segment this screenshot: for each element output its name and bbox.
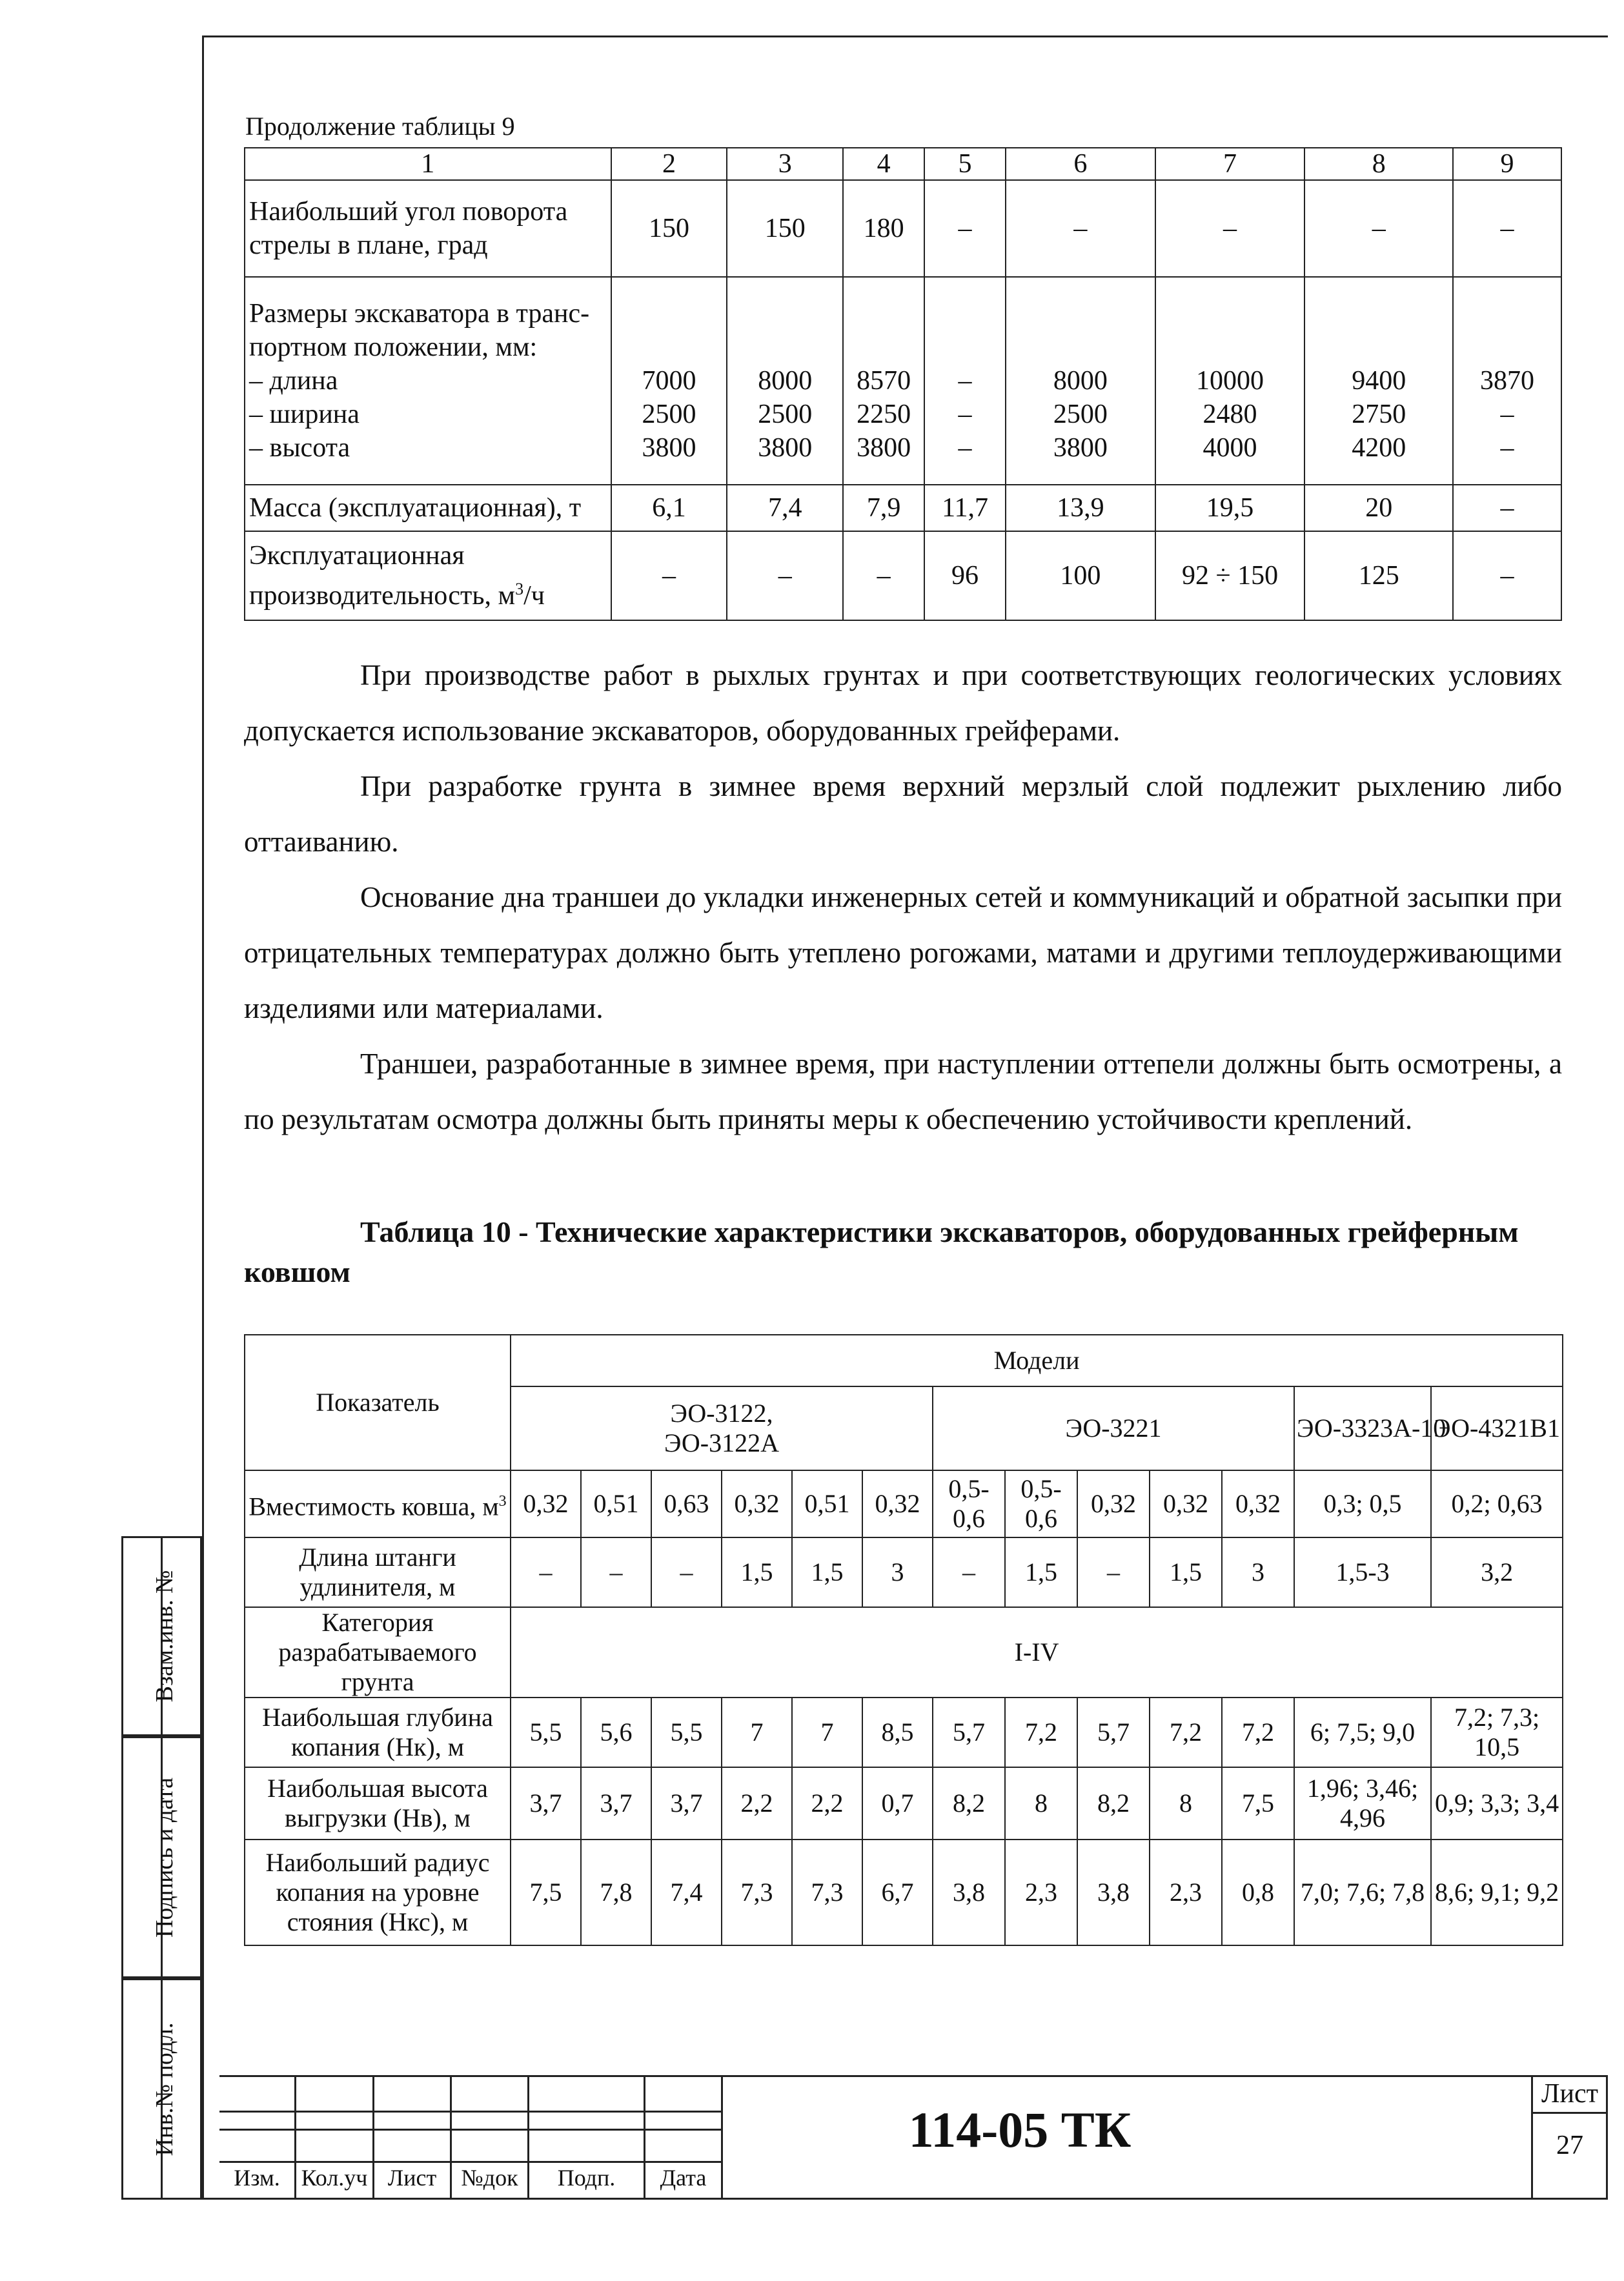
table-cell: 7,0; 7,6; 7,8 — [1294, 1840, 1431, 1945]
tb-col-kol: Кол.уч — [301, 2165, 368, 2191]
table-cell: 7,3 — [792, 1840, 862, 1945]
table-cell: 8,6; 9,1; 9,2 — [1431, 1840, 1563, 1945]
stamp-replacement-inv: Взам.инв. № — [121, 1536, 202, 1736]
column-header: Показатель — [245, 1335, 511, 1470]
table-cell: – — [511, 1537, 581, 1607]
paragraph: При производстве работ в рыхлых грунтах и при соответствующих геологических условиях допускается использование экскаваторов, оборудованных грейферами. — [244, 659, 1562, 747]
table-cell: 0,32 — [1077, 1470, 1150, 1537]
table10-caption: Таблица 10 - Технические характеристики экскаваторов, оборудованных грейферным ковшом — [244, 1215, 1519, 1288]
table10-row-soil — [245, 1607, 1563, 1698]
tb-col-list: Лист — [387, 2165, 437, 2191]
table-cell: – — [1453, 180, 1561, 277]
table-cell: 0,9; 3,3; 3,4 — [1431, 1767, 1563, 1840]
table-cell: 3,7 — [581, 1767, 651, 1840]
table-cell: 7000 2500 3800 — [611, 277, 727, 485]
table9-row-mass — [245, 485, 1561, 531]
table-cell: 3,8 — [1077, 1840, 1150, 1945]
table-cell: 0,51 — [792, 1470, 862, 1537]
table-cell: 1,5-3 — [1294, 1537, 1431, 1607]
table-cell: 1,5 — [722, 1537, 792, 1607]
stamp-signature-date: Подпись и дата — [121, 1736, 202, 1978]
table-cell: 125 — [1304, 531, 1453, 620]
table-cell: 1,5 — [792, 1537, 862, 1607]
table9-header-cell: 8 — [1304, 148, 1453, 180]
table-cell: 6,1 — [611, 485, 727, 531]
table-cell: 5,5 — [651, 1698, 722, 1767]
stamp-original-inv: Инв.№ подл. — [121, 1978, 202, 2200]
model-name: ЭО-3122, ЭО-3122А — [511, 1386, 933, 1470]
table9-row-rotation — [245, 180, 1561, 277]
table-cell: 3,2 — [1431, 1537, 1563, 1607]
table-cell: 100 — [1006, 531, 1155, 620]
table-cell: 1,5 — [1150, 1537, 1222, 1607]
table-cell: 8000 2500 3800 — [727, 277, 843, 485]
table-cell: 8,2 — [933, 1767, 1005, 1840]
table-cell: – — [1453, 531, 1561, 620]
table-cell: 7 — [722, 1698, 792, 1767]
table-cell: 8,2 — [1077, 1767, 1150, 1840]
table9-header-cell: 5 — [924, 148, 1006, 180]
table9-row-dimensions — [245, 277, 1561, 485]
table-cell: 92 ÷ 150 — [1155, 531, 1305, 620]
paragraph: При разработке грунта в зимнее время верхний мерзлый слой подлежит рыхлению либо оттаиванию. — [244, 770, 1562, 858]
table-cell: 5,7 — [933, 1698, 1005, 1767]
table-cell: 7,2 — [1150, 1698, 1222, 1767]
table9-caption: Продолжение таблицы 9 — [245, 112, 515, 141]
row-label: Наибольшая глубина копания (Нк), м — [245, 1698, 511, 1767]
table-cell: 11,7 — [924, 485, 1006, 531]
table-cell: 0,5-0,6 — [1005, 1470, 1077, 1537]
table10-row-capacity — [245, 1470, 1563, 1537]
model-name: ЭО-3323А-10 — [1294, 1386, 1431, 1470]
table9-header-cell: 9 — [1453, 148, 1561, 180]
row-label: Категория разрабатываемого грунта — [245, 1607, 511, 1698]
table-cell: – – – — [924, 277, 1006, 485]
table-cell: – — [933, 1537, 1005, 1607]
table-cell: I-IV — [511, 1607, 1563, 1698]
table-cell: – — [581, 1537, 651, 1607]
table-cell: 3,8 — [933, 1840, 1005, 1945]
table-cell: 7,5 — [511, 1840, 581, 1945]
table-cell: 0,8 — [1222, 1840, 1294, 1945]
table-cell: 7,4 — [651, 1840, 722, 1945]
table-cell: 20 — [1304, 485, 1453, 531]
table-cell: 8570 2250 3800 — [843, 277, 924, 485]
tb-col-ndok: №док — [461, 2165, 518, 2191]
table-cell: 180 — [843, 180, 924, 277]
table-cell: 7,2 — [1222, 1698, 1294, 1767]
table-cell: – — [1155, 180, 1305, 277]
table-cell: 5,7 — [1077, 1698, 1150, 1767]
tb-col-podp: Подп. — [557, 2165, 616, 2191]
table-cell: – — [727, 531, 843, 620]
table-cell: – — [1006, 180, 1155, 277]
table-cell: 6; 7,5; 9,0 — [1294, 1698, 1431, 1767]
models-header: Модели — [511, 1335, 1563, 1386]
row-label: Размеры экскаватора в транс- портном положении, мм: – длина – ширина – высота — [245, 277, 611, 485]
table-cell: 0,5-0,6 — [933, 1470, 1005, 1537]
table10-models-row — [245, 1335, 1563, 1386]
table-cell: 13,9 — [1006, 485, 1155, 531]
table10 — [244, 1334, 1563, 1946]
table-cell: 7,8 — [581, 1840, 651, 1945]
table-cell: 9400 2750 4200 — [1304, 277, 1453, 485]
table-cell: 0,32 — [1150, 1470, 1222, 1537]
table-cell: 8000 2500 3800 — [1006, 277, 1155, 485]
sheet-label: Лист — [1541, 2079, 1598, 2109]
paragraph: Основание дна траншеи до укладки инженерных сетей и коммуникаций и обратной засыпки при отрицательных температурах должно быть утеплено рогожами, матами и другими теплоудерживающими изделиями или материалами. — [244, 881, 1562, 1024]
model-name: ЭО-3221 — [933, 1386, 1294, 1470]
table-cell: 150 — [611, 180, 727, 277]
table9-header-cell: 2 — [611, 148, 727, 180]
table-cell: 3870 – – — [1453, 277, 1561, 485]
table-cell: – — [1077, 1537, 1150, 1607]
table9-row-productivity — [245, 531, 1561, 620]
table-cell: 0,32 — [1222, 1470, 1294, 1537]
table9-header-cell: 3 — [727, 148, 843, 180]
table-cell: 3,7 — [511, 1767, 581, 1840]
table-cell: 19,5 — [1155, 485, 1305, 531]
table-cell: 8 — [1150, 1767, 1222, 1840]
table-cell: 5,6 — [581, 1698, 651, 1767]
table-cell: – — [1453, 485, 1561, 531]
table9-header-cell: 7 — [1155, 148, 1305, 180]
table-cell: 0,3; 0,5 — [1294, 1470, 1431, 1537]
table-cell: 7,9 — [843, 485, 924, 531]
row-label: Наибольшая высота выгрузки (Нв), м — [245, 1767, 511, 1840]
table-cell: 2,2 — [792, 1767, 862, 1840]
table-cell: 0,63 — [651, 1470, 722, 1537]
table-cell: – — [843, 531, 924, 620]
table-cell: 2,2 — [722, 1767, 792, 1840]
table-cell: 0,51 — [581, 1470, 651, 1537]
table-cell: 1,5 — [1005, 1537, 1077, 1607]
table-cell: 3 — [862, 1537, 933, 1607]
document-number: 114-05 ТК — [908, 2102, 1132, 2158]
table-cell: 0,32 — [862, 1470, 933, 1537]
row-label: Вместимость ковша, $м^3$ — [245, 1470, 511, 1537]
table-cell: 5,5 — [511, 1698, 581, 1767]
model-name: ЭО-4321В1 — [1431, 1386, 1563, 1470]
table-cell: 3,7 — [651, 1767, 722, 1840]
table-cell: 8,5 — [862, 1698, 933, 1767]
table-cell: 0,7 — [862, 1767, 933, 1840]
table-cell: 0,2; 0,63 — [1431, 1470, 1563, 1537]
table-cell: – — [1304, 180, 1453, 277]
table-cell: 150 — [727, 180, 843, 277]
paragraph: Траншеи, разработанные в зимнее время, при наступлении оттепели должны быть осмотрены, а по результатам осмотра должны быть приняты меры к обеспечению устойчивости креплений. — [244, 1048, 1562, 1135]
table-cell: – — [611, 531, 727, 620]
table-cell: 6,7 — [862, 1840, 933, 1945]
table-cell: 0,32 — [511, 1470, 581, 1537]
table-cell: – — [924, 180, 1006, 277]
table-cell: 1,96; 3,46; 4,96 — [1294, 1767, 1431, 1840]
row-label: Эксплуатационная производительность, $м^3/ч$ — [245, 531, 611, 620]
row-label: Длина штанги удлинителя, м — [245, 1537, 511, 1607]
row-label: Масса (эксплуатационная), т — [245, 485, 611, 531]
table-cell: 0,32 — [722, 1470, 792, 1537]
table-cell: 96 — [924, 531, 1006, 620]
row-label: Наибольший угол поворота стрелы в плане, град — [245, 180, 611, 277]
table10-row-unload-height — [245, 1767, 1563, 1840]
table9 — [244, 147, 1562, 621]
table-cell: 8 — [1005, 1767, 1077, 1840]
table-cell: – — [651, 1537, 722, 1607]
row-label: Наибольший радиус копания на уровне стояния (Нкс), м — [245, 1840, 511, 1945]
table-cell: 7,2 — [1005, 1698, 1077, 1767]
table9-header-cell: 1 — [245, 148, 611, 180]
table10-row-extension — [245, 1537, 1563, 1607]
table9-header-cell: 6 — [1006, 148, 1155, 180]
table-cell: 3 — [1222, 1537, 1294, 1607]
table-cell: 10000 2480 4000 — [1155, 277, 1305, 485]
tb-col-data: Дата — [660, 2165, 707, 2191]
table9-header-cell: 4 — [843, 148, 924, 180]
table-cell: 7 — [792, 1698, 862, 1767]
table-cell: 7,3 — [722, 1840, 792, 1945]
table10-row-radius — [245, 1840, 1563, 1945]
sheet-number: 27 — [1556, 2131, 1583, 2160]
table-cell: 7,4 — [727, 485, 843, 531]
tb-col-izm: Изм. — [234, 2165, 280, 2191]
table-cell: 2,3 — [1005, 1840, 1077, 1945]
table10-row-depth — [245, 1698, 1563, 1767]
table-cell: 7,2; 7,3; 10,5 — [1431, 1698, 1563, 1767]
table-cell: 2,3 — [1150, 1840, 1222, 1945]
table9-header-row — [245, 148, 1561, 180]
table-cell: 7,5 — [1222, 1767, 1294, 1840]
